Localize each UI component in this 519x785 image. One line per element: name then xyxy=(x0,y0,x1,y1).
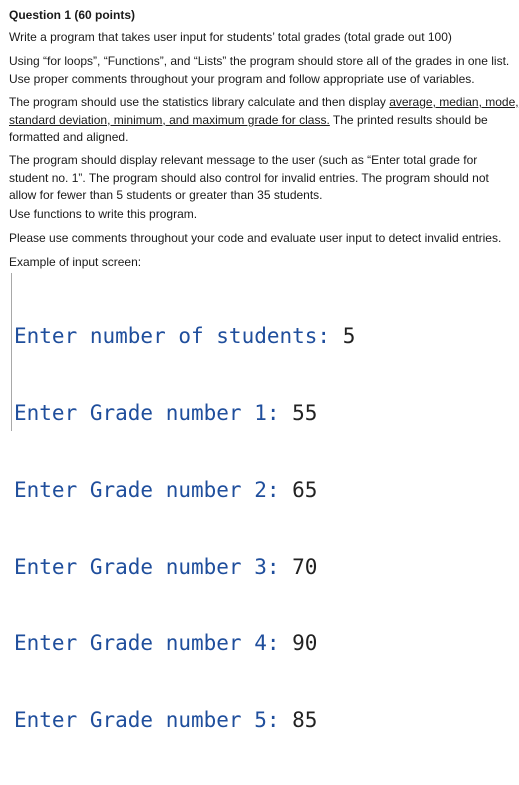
input-value: 90 xyxy=(292,631,318,656)
input-value: 70 xyxy=(292,554,318,579)
input-screen-line xyxy=(12,555,402,581)
question-heading: Question 1 (60 points) xyxy=(9,8,136,22)
paragraph-messages-line-1: The program should display relevant message to the user (such as “Enter total grade for xyxy=(9,153,478,167)
input-prompt: Enter Grade number 3: xyxy=(14,554,293,579)
input-value: 5 xyxy=(342,324,356,349)
paragraph-requirements-line-1: Using “for loops”, “Functions”, and “Lists” the program should store all of the grades in one list. xyxy=(9,54,510,68)
input-value: 85 xyxy=(292,708,318,733)
input-prompt: Enter Grade number 2: xyxy=(14,477,293,502)
paragraph-statistics-line-1 xyxy=(9,94,519,112)
paragraph-requirements-line-2: Use proper comments throughout your program and follow appropriate use of variables. xyxy=(9,71,475,86)
paragraph-statistics xyxy=(9,94,519,147)
input-screen-line xyxy=(12,708,402,734)
paragraph-messages-line-3: allow for fewer than 5 students or greater than 35 students. xyxy=(9,188,323,202)
statistics-text-2: The printed results should be xyxy=(329,112,488,127)
example-input-screen xyxy=(11,273,402,733)
input-screen-line xyxy=(12,324,402,350)
input-screen-line xyxy=(12,478,402,504)
paragraph-messages-line-2: student no. 1”. The program should also control for invalid entries. The program should not xyxy=(9,170,489,185)
paragraph-messages xyxy=(9,152,489,205)
statistics-underlined-text: average, median, mode, xyxy=(389,95,519,109)
input-prompt: Enter Grade number 1: xyxy=(14,400,293,425)
input-prompt: Enter Grade number 5: xyxy=(14,708,293,733)
paragraph-task xyxy=(9,29,452,47)
input-screen-line xyxy=(12,401,402,427)
paragraph-task-text: Write a program that takes user input for students’ total grades (total grade out 100) xyxy=(9,30,452,44)
paragraph-requirements xyxy=(9,53,509,88)
input-prompt: Enter Grade number 4: xyxy=(14,631,293,656)
paragraph-functions: Use functions to write this program. xyxy=(9,207,198,221)
paragraph-comments: Please use comments throughout your code and evaluate user input to detect invalid entries. xyxy=(9,231,502,245)
statistics-text: The program should use the statistics library calculate and then display xyxy=(9,95,390,109)
paragraph-statistics-line-3: formatted and aligned. xyxy=(9,130,129,144)
example-label: Example of input screen: xyxy=(9,255,142,269)
input-screen-line xyxy=(12,631,402,657)
paragraph-statistics-line-2 xyxy=(9,112,519,130)
input-value: 65 xyxy=(292,477,318,502)
input-value: 55 xyxy=(292,400,318,425)
statistics-underlined-text-2: standard deviation, minimum, and maximum grade for class. xyxy=(9,112,330,127)
input-prompt: Enter number of students: xyxy=(14,324,343,349)
